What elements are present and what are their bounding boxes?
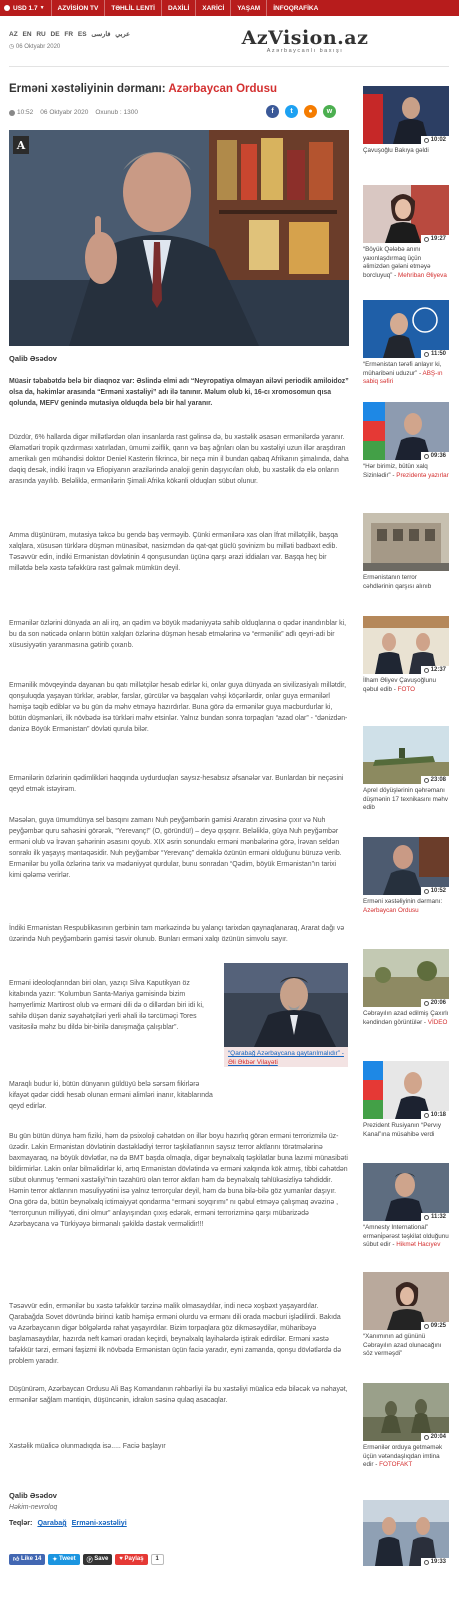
news-title-text: Aprel döyüşlərinin qəhrəmanı düşmənin 17 texnikasını məhv edib (363, 787, 449, 811)
article-views: Oxunub : 1300 (95, 109, 138, 116)
site-logo[interactable]: AzVision.az (241, 27, 369, 49)
news-thumb-5 (363, 513, 449, 571)
news-time-badge (421, 666, 449, 674)
sidebar-news-item[interactable] (363, 726, 449, 813)
article-paragraph: Ermənilərin özlərinin qədimlikləri haqqında uydurduqları saysız-hesabsız əfsanələr var. Bunlardan bir neçəsini qeyd etmək istəyirəm. (9, 775, 344, 793)
sidebar-news-image (363, 1061, 449, 1119)
related-article-image (224, 963, 348, 1047)
news-time: 19:33 (430, 1559, 446, 1565)
clock-icon (424, 668, 429, 673)
article-author: Qalib Əsədov (9, 1491, 57, 1500)
article-title (9, 83, 349, 95)
comment-icon[interactable]: ● (304, 105, 317, 118)
news-time-badge (421, 887, 449, 895)
article-paragraph: Maraqlı budur ki, bütün dünyanın güldüyü belə sərsəm fikirlərə kifayət qədər ciddi hesab olunan erməni alimləri inanır, kitablarında qeyd edirlər. (9, 1081, 213, 1110)
clock-icon (424, 352, 429, 357)
clock-icon (424, 138, 429, 143)
sidebar-news-title[interactable] (363, 574, 449, 591)
news-title-red: FOTOFAKT (379, 1461, 413, 1468)
news-time-badge (421, 136, 449, 144)
site-tagline: Azərbaycanlı baxışı (266, 48, 344, 54)
sidebar-news-item[interactable] (363, 616, 449, 694)
sidebar-news-item[interactable] (363, 86, 449, 156)
sidebar-news-title[interactable] (363, 1122, 449, 1139)
sidebar-news-image (363, 1383, 449, 1441)
news-time-badge (421, 1322, 449, 1330)
sidebar-news-item[interactable] (363, 1500, 449, 1566)
twitter-share-icon[interactable]: t (285, 105, 298, 118)
clock-icon (424, 778, 429, 783)
article-author-role: Həkim-nevroloq (9, 1504, 58, 1511)
sidebar-news-image (363, 1272, 449, 1330)
sidebar-news-image (363, 86, 449, 144)
lang-az[interactable]: AZ (9, 31, 18, 38)
sidebar-news-item[interactable] (363, 1163, 449, 1250)
nav-item-azvision-tv[interactable]: AZVİSİON TV (51, 0, 105, 16)
news-title-red: Azərbaycan Ordusu (363, 906, 419, 914)
sidebar-news-image (363, 837, 449, 895)
lang-es[interactable]: ES (77, 31, 87, 38)
sidebar-news-title[interactable] (363, 1010, 449, 1027)
paylas-button[interactable] (115, 1554, 147, 1565)
header-date-text: 06 Oktyabr 2020 (15, 44, 61, 50)
news-time: 10:02 (430, 137, 446, 143)
sidebar-news-item[interactable] (363, 402, 449, 480)
nav-item-yasam[interactable]: YAŞAM (230, 0, 266, 16)
sidebar-news-title[interactable] (363, 677, 449, 694)
news-time-badge (421, 1558, 449, 1566)
news-title-red: Hikmət Hacıyev (396, 1241, 441, 1248)
sidebar-news-image (363, 1163, 449, 1221)
sidebar-news-image (363, 402, 449, 460)
tweet-button[interactable] (48, 1554, 79, 1565)
article-paragraph: Ermənilər özlərini dünyada ən ali irq, ən qədim və böyük mədəniyyətə sahib olduqlarına o qədər inandırıblar ki, bu da son nəticədə onların bütün xalqları özlərinə düşmən hesab etmələrinə və “erməniliк” adlı qeyri-adi bir xüsusiyyətin yaranmasına gətirib çıxarıb. (9, 620, 347, 649)
tweet-label: Tweet (59, 1556, 76, 1562)
news-title-text: “Xanımının ad gününü Cəbrayılın azad olunacağını söz verməşdi” (363, 1333, 442, 1357)
article-paragraph: Müasir təbabətdə belə bir diaqnoz var: Əslində elmi adı “Neyropatiya olmayan ailəvi periodik amiloidoz” olsa da, həkimlər arasında “Erməni xəstəliyi” adı ilə tanınır. Məlum olub ki, 16-cı xromosomun qısa qolunda, MEFV genində mutasiya olduqda belə bir hal yaranır. (9, 378, 349, 407)
sidebar-news-item[interactable] (363, 1061, 449, 1139)
news-title-text: Cəbrayılın azad edilmiş Çaxırlı kəndindən görüntülər - (363, 1010, 449, 1026)
nav-item-daxili[interactable]: DAXİLİ (161, 0, 195, 16)
related-photo-illustration (224, 963, 348, 1047)
news-title-text: “Ermənistan tərəfi anlayır ki, müharibəni uduzur” - (363, 361, 442, 377)
news-time-badge (421, 1433, 449, 1441)
sidebar-news-title[interactable] (363, 147, 449, 156)
news-time: 09:36 (430, 453, 446, 459)
pinterest-icon: Ⓟ (86, 1557, 93, 1564)
article-paragraph: Erməni ideoloqlarından biri olan, yazıçı Silva Kaputikyan öz kitabında yazır: “Kolumbun Santa-Mariya gəmisində bizim həmyerlimiz Martirost olub və erməni dili də o dillərdən biri idi ki, sahilə düşən dəniz səyahətçiləri yerli əhali ilə tərcüməçi Tores vasitəsilə məhz bu dildə bir-birilə danışmağa çalışıblar”. (9, 980, 204, 1031)
nav-item-tehlil-lenti[interactable]: TƏHLİL LENTİ (104, 0, 161, 16)
news-title-text: Ermənistanın terror cəhdlərinin qarşısı alınıb (363, 574, 432, 590)
clock-icon (424, 1324, 429, 1329)
tag-link-ermeni-xesteliyi[interactable]: Erməni-xəstəliyi (71, 1518, 127, 1527)
header-date (9, 43, 60, 50)
like-label: Like 14 (20, 1556, 42, 1562)
news-time-badge (421, 999, 449, 1007)
related-article-caption[interactable] (224, 1047, 348, 1069)
article-date: 06 Oktyabr 2020 (40, 109, 89, 116)
sidebar-news-item[interactable] (363, 513, 449, 591)
news-title-text: Prezident Rusiyanın “Pervıy Kanal”ına müsahibə verdi (363, 1122, 442, 1138)
article-paragraph: Bu gün bütün dünya həm fiziki, həm də psixoloji cəhətdən on illər boyu hazırlıq görən erməni terrorizmilə üz-üzədir. Lakin Ermənistan dövlətinin dəstəklədiyi terror təşkilatlarının saysız terror aktlarını törətmələrinə baxmayaraq, nə böyük dövlətlər, nə də BMT başda olmaqla, digər beynəlxalq təşkilatlar buna lazımi münasibəti bildirmirlər. Lakin onlar bilməlidirlər ki, artıq Ermənistan dövlətində və erməni xalqında kök atmış, tibbi cəhətdən sübut olunmuş “erməni xəstəliyi”nin təzahürü olan terror aktları həm də beynəlxalq təhlükəsizliyə təhdiddir. Həmin terror aktlarının məsuliyyətini isə yalnız terrorçular deyil, həm də buna bilə-bilə göz yumanlar daşıyır. Ona görə də, bütün beynəlxalq ictimaiyyət qondarma “erməni soyqırımı” nı qəbul etməyə çalışmaq əvəzinə , “terrorçunun milliyyəti, dini olmur” anlayışından çıxış edərək, erməni terrorizminə qarşı mübarizədə Azərbaycana və Türkiyəyə birmənalı şəkildə dəstək verməlidir!!! (9, 1133, 348, 1228)
paylas-label: Paylaş (124, 1556, 144, 1562)
news-time: 11:32 (430, 1214, 446, 1220)
sidebar-news-title[interactable] (363, 463, 449, 480)
lang-fr[interactable]: FR (64, 31, 74, 38)
clock-icon (9, 110, 15, 116)
article-paragraph: Məsələn, guya ümumdünya sel basqını zamanı Nuh peyğəmbərin gəmisi Araratın zirvəsinə çıxır və Nuh peyğəmbər quru sahəsini görərək, “Yerevanç!” (O, göründü!) – deyə qışqırır. Beləliklə, güya Nuh peyğəmbər erməni olub və İrəvan şəhərinin əsasını qoyub. XIX əsrin sonundakı erməni mənbələrinə görə, İrəvan seldən sonrakı ilk yaşayış məntəqəsidir. Nuh peyğəmbər “Yerevanç” deməklə özünün erməni olduğunu büruzə verib. Ermənilər bu yolla özlərinə tarix və mədəniyyət qurdular, bunu sonradan “Qədim, böyük Ermənistan”ın tarixi kimi qələmə verirlər. (9, 817, 342, 879)
sidebar-news-image (363, 513, 449, 571)
news-title-red: Mehriban Əliyeva (398, 271, 447, 279)
news-time: 12:37 (430, 667, 446, 673)
lang-ru[interactable]: RU (36, 31, 46, 38)
sidebar-news-image (363, 1500, 449, 1566)
news-time-badge (421, 1111, 449, 1119)
share-count: 1 (151, 1554, 164, 1565)
lang-de[interactable]: DE (50, 31, 60, 38)
save-label: Save (94, 1556, 109, 1562)
article-paragraph: Düzdür, 6% hallarda digər millətlərdən olan insanlarda rast gəlinsə də, bu xəstəlik əsasən ermənilərdə yaranır. Əlamətləri tropik qızdırması xatırladan, ümumi zəiflik, qarın və baş ağrıları olan bu xəstəliyi uzun illər araşdıran amerikalı gen mühəndisi doktor Deniel Kasterin fikrincə, bir neçə min il bundan qabaq Afrikanın şimalında, daha dəqiq desək, indiki İraqın və Efiopiyanın ərazilərində analoji genin daşıyıcıları olub, bu xəstəlik də elə onların arasında yayılıb. Beləliklə, ermənilərin Şimali Afrika kökənli olduqları sübut olunur. (9, 434, 349, 485)
news-time-badge (421, 1213, 449, 1221)
clock-icon (424, 1435, 429, 1440)
sidebar-news-item[interactable] (363, 837, 449, 915)
sidebar-news-title[interactable] (363, 898, 449, 915)
article-tags (9, 1518, 127, 1527)
sidebar-news-title[interactable] (363, 1444, 449, 1470)
header-divider (9, 66, 449, 67)
clock-icon (424, 1113, 429, 1118)
news-title-text: Erməni xəstəliyinin dərmanı: (363, 898, 443, 905)
related-article-card[interactable] (224, 963, 348, 1067)
news-title-text: İlham Əliyev Çavuşoğlunu qəbul edib - (363, 677, 436, 693)
news-title-text: Çavuşoğlu Bakıya gəldi (363, 147, 429, 154)
sidebar-news-item[interactable] (363, 185, 449, 280)
facebook-share-icon[interactable]: f (266, 105, 279, 118)
clock-icon: ◷ (9, 44, 16, 50)
clock-icon (424, 1560, 429, 1565)
news-title-red: FOTO (397, 685, 416, 693)
article-title-text: Erməni xəstəliyinin dərmanı: (9, 83, 169, 95)
sidebar-news-item[interactable] (363, 300, 449, 387)
news-time-badge (421, 776, 449, 784)
news-time: 11:50 (430, 351, 446, 357)
facebook-like-button[interactable] (9, 1554, 45, 1565)
svg-text:A: A (16, 139, 26, 152)
top-nav-bar (0, 0, 459, 16)
sidebar-news-title[interactable] (363, 787, 449, 813)
news-title-red: VİDEO (427, 1018, 448, 1026)
article-main-photo (9, 130, 349, 346)
sidebar-news-title[interactable] (363, 1333, 449, 1359)
clock-icon (424, 1001, 429, 1006)
share-icon: ♥ (119, 1556, 123, 1562)
currency-icon (4, 5, 10, 11)
related-article-caption-source: Əli Əkbər Vilayəti (228, 1059, 278, 1066)
photo-caption: Qalib Əsədov (9, 354, 57, 363)
article-paragraph: Ermənilik mövqeyində dayanan bu qatı millətçilər hesab edirlər ki, onlar guya dünyada ən sivilizasiyalı millətdir, qonşuluqda yaşayan türklər, ərəblər, farslar, gürcülər və başqaları vəhşi köçərilərdir, onlar guya ermənilərl həmişə təqib ediblər və bu gün də məhv etməyə hazırdırlar. Buna görə də ermənilər guya məcburdurlar ki, bütün düşmənləri, ilk növbədə isə türkləri məhv etsinlər. Yalnız bundan sonra torpaqları “azad olar” - “dənizdən-dənizə Böyük Ermənistan” dövləti qurula bilər. (9, 682, 348, 733)
article-paragraph: Amma düşünürəm, mutasiya təkcə bu gendə baş verməyib. Çünki ermənilərə xas olan İfrat millətçilik, başqa xalqlara, xüsusən türklərə düşmən münasibət, nasizmdən də qat-qat güclü şovinizm bu milləti badbəxt edib. Təsəvvür edin, indiki Ermənistan dövlətinin 4 qonşusundan üçünə qarşı ərazi iddiaları var. Başqa heç bir millətdə belə xəstə təfəkkürə rast gəlmək mümkün deyil. (9, 532, 338, 572)
clock-icon (424, 237, 429, 242)
sidebar-news-title[interactable] (363, 1224, 449, 1250)
sidebar-news-title[interactable] (363, 361, 449, 387)
article-paragraph: Düşünürəm, Azərbaycan Ordusu Ali Baş Komandanın rəhbərliyi ilə bu xəstəliyi müalicə edə biləcək və nəhayət, ermənilər sağlam məntiqin, düşüncənin, idrakın səsinə qulaq asacaqlar. (9, 1386, 348, 1404)
news-time-badge (421, 452, 449, 460)
lang-en[interactable]: EN (22, 31, 32, 38)
tag-link-qarabag[interactable]: Qarabağ (37, 1518, 67, 1527)
social-share-bar (9, 1553, 164, 1565)
sidebar-news-image (363, 616, 449, 674)
article-paragraph: İndiki Ermənistan Respublikasının gerbinin tam mərkəzində bu yalançı tarixdən qaynaqlanaraq, Ararat dağı və üzərində Nuh peyğəmbərin gəmisi təsvir olunub. Bunları erməni xalqı özünün simvolu sayır. (9, 925, 345, 943)
chevron-down-icon: ▼ (39, 5, 45, 11)
sidebar-news-image (363, 300, 449, 358)
main-nav (51, 0, 325, 16)
news-title-text: “Hər birimiz, bütün xalq Sizinlədir” - (363, 463, 428, 479)
article-time: 10:52 (17, 109, 34, 116)
lang-fa[interactable]: فارسی (91, 31, 111, 38)
sidebar-news-image (363, 185, 449, 243)
news-thumb-14 (363, 1500, 449, 1566)
news-time: 10:52 (430, 888, 446, 894)
clock-icon (424, 454, 429, 459)
tags-label: Teqlər: (9, 1518, 33, 1527)
sidebar-news-item[interactable] (363, 949, 449, 1027)
related-article-caption-text: “Qarabağ Azərbaycana qaytarılmalıdır” - (228, 1050, 344, 1057)
nav-item-infoqrafika[interactable]: İNFOQRAFİKA (266, 0, 324, 16)
whatsapp-share-icon[interactable]: w (323, 105, 336, 118)
lang-ar[interactable]: عربي (115, 31, 130, 38)
news-time: 20:06 (430, 1000, 446, 1006)
nav-item-xarici[interactable]: XARİCİ (195, 0, 230, 16)
article-meta (9, 109, 138, 116)
pinterest-save-button[interactable] (83, 1554, 113, 1565)
news-time: 19:27 (430, 236, 446, 242)
article-paragraph: Xəstəlik müalicə olunmadıqda isə..... Faciə başlayır (9, 1443, 166, 1450)
article-photo-illustration (9, 130, 349, 346)
currency-selector[interactable] (0, 0, 51, 16)
news-time: 09:25 (430, 1323, 446, 1329)
sidebar-news-item[interactable] (363, 1272, 449, 1359)
article-title-highlight: Azərbaycan Ordusu (168, 83, 278, 95)
language-switcher (9, 30, 133, 38)
clock-icon (424, 889, 429, 894)
clock-icon (424, 1215, 429, 1220)
article-paragraph: Təsəvvür edin, ermənilər bu xəstə təfəkkür tərzinə malik olmasaydılar, indi necə xoşbəxt yaşayardılar. Qarabağda Sovet dövründə birinci katib həmişə erməni olurdu və ermənı dili orada məcburi işlədilirdi. Bakıda və Azərbaycanın digər bölgələrdə rahat yaşayırdılar. Bizim torpaqlara göz dikməsəydilər, müharibəyə başlamasaydılar, hazırda neft kəməri oradan keçirdi, beynəlxalq layihələrdə iştirak edirdilər. Erməni xəstə təfəkkür tərzi, erməni faşizmi ilk növbədə Ermənistan üçün faciə yaradır, eyni zamanda, qonşu dövlətlərdə də problem yaradır. (9, 1303, 342, 1365)
currency-value: USD 1.7 (13, 4, 38, 12)
news-title-text: “Böyük Qələbə anını yaxınlaşdırmaq üçün əlimizdən gələni etməyə borcluyuq” - (363, 246, 431, 279)
thumbs-up-icon: 👍︎ (13, 1557, 20, 1563)
news-time: 20:04 (430, 1434, 446, 1440)
news-time: 10:18 (430, 1112, 446, 1118)
news-time-badge (421, 350, 449, 358)
news-title-text: “Amnesty International” erməni̇pərəst təşkilat olduğunu sübut edir - (363, 1224, 449, 1248)
news-title-red: Prezidentə yazırlar (396, 471, 449, 479)
sidebar-news-image (363, 949, 449, 1007)
sidebar-news-title[interactable] (363, 246, 449, 280)
news-title-text: Ermənilər orduya getməmək üçün vətəndaşlıqdan imtina edir - (363, 1444, 443, 1468)
sidebar-news-item[interactable] (363, 1383, 449, 1470)
sidebar-news-image (363, 726, 449, 784)
twitter-bird-icon: ✦ (52, 1556, 58, 1563)
news-title-red: ABŞ-ın sabiq səfiri (363, 369, 443, 385)
news-time-badge (421, 235, 449, 243)
news-time: 23:08 (430, 777, 446, 783)
